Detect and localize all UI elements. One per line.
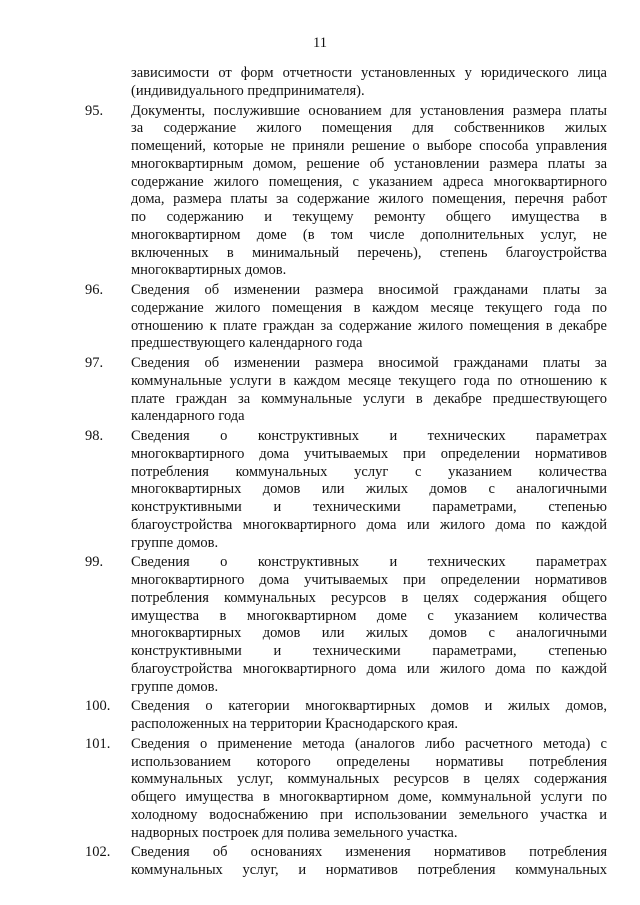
list-item [85, 65, 607, 101]
item-text: содержание жилого помещения в каждом месяце текущего года по [131, 299, 607, 316]
text-line [85, 754, 607, 772]
list-item [85, 103, 607, 281]
text-line [85, 698, 607, 716]
item-text: использованием которого определены нормативы потребления [131, 753, 607, 770]
text-line [85, 138, 607, 156]
item-text: многоквартирных домов или жилых домов с аналогичными [131, 481, 607, 498]
item-text: многоквартирных домов или жилых домов с аналогичными [131, 625, 607, 642]
item-text: многоквартирных домов. [131, 262, 287, 279]
item-text: плате граждан за коммунальные услуги в декабре предшествующего [131, 390, 607, 407]
text-line [85, 844, 607, 862]
item-text: коммунальных услуг, и нормативов потребления коммунальных [131, 862, 607, 878]
item-text: содержание жилого помещения, с указанием адреса многоквартирного [131, 173, 607, 190]
text-line [85, 300, 607, 318]
item-text: дома, размера платы за содержание жилого помещения, перечня работ [131, 191, 607, 208]
item-number: 99. [85, 554, 104, 571]
item-text: Сведения о конструктивных и технических параметрах [131, 554, 607, 571]
item-text: предшествующего календарного года [131, 335, 363, 352]
text-line [85, 807, 607, 825]
text-line [85, 590, 607, 608]
item-number: 96. [85, 282, 104, 298]
item-text: коммунальные услуги в каждом месяце текущего года по отношению к [131, 372, 607, 389]
text-line [85, 174, 607, 192]
text-line [85, 103, 607, 121]
item-text: помещений, которые не приняли решение о выборе способа управления [131, 138, 607, 154]
item-text: (индивидуального предпринимателя). [131, 82, 365, 99]
text-line [85, 355, 607, 373]
item-text: многоквартирного дома учитываемых при определении нормативов [131, 572, 607, 588]
item-number: 97. [85, 355, 104, 371]
item-text: конструктивными и техническими параметрами, степенью [131, 643, 607, 659]
text-line [85, 481, 607, 499]
text-line [85, 771, 607, 789]
text-line [85, 156, 607, 174]
item-text: Сведения об изменении размера вносимой гражданами платы за [131, 282, 607, 298]
item-text: Документы, послужившие основанием для установления размера платы [131, 102, 607, 119]
item-text: надворных построек для полива земельного участка. [131, 824, 458, 841]
list-item [85, 736, 607, 843]
item-text: конструктивными и техническими параметрами, степенью [131, 499, 607, 515]
text-line [85, 517, 607, 535]
page-number: 11 [313, 35, 327, 51]
item-text: коммунальных услуг, коммунальных ресурсов в целях содержания [131, 771, 607, 788]
text-line [85, 191, 607, 209]
text-line [85, 262, 607, 280]
item-number: 95. [85, 102, 104, 119]
list-item [85, 428, 607, 552]
text-line [85, 120, 607, 138]
text-line [85, 789, 607, 807]
text-line [85, 661, 607, 679]
item-number: 100. [85, 698, 111, 715]
text-line [85, 65, 607, 83]
text-line [85, 209, 607, 227]
document-body [85, 65, 607, 880]
item-text: многоквартирного дома учитываемых при определении нормативов [131, 445, 607, 462]
text-line [85, 716, 607, 734]
item-text: потребления коммунальных услуг с указанием количества [131, 463, 607, 480]
item-text: отношению к плате граждан за содержание жилого помещения в декабре [131, 317, 607, 334]
text-line [85, 608, 607, 626]
text-line [85, 83, 607, 101]
text-line [85, 535, 607, 553]
text-line [85, 825, 607, 843]
text-line [85, 245, 607, 263]
item-text: Сведения об изменении размера вносимой гражданами платы за [131, 355, 607, 371]
text-line [85, 736, 607, 754]
item-text: зависимости от форм отчетности установленных у юридического лица [131, 65, 607, 81]
list-item [85, 698, 607, 734]
text-line [85, 862, 607, 880]
item-number: 101. [85, 735, 111, 752]
text-line [85, 282, 607, 300]
text-line [85, 446, 607, 464]
item-text: группе домов. [131, 678, 219, 695]
item-number: 98. [85, 428, 104, 444]
text-line [85, 625, 607, 643]
item-text: имущества в многоквартирном доме с указанием количества [131, 607, 607, 624]
item-text: потребления коммунальных ресурсов в целях содержания общего [131, 589, 607, 606]
item-text: Сведения об основаниях изменения нормативов потребления [131, 844, 607, 861]
item-text: Сведения о категории многоквартирных домов и жилых домов, [131, 698, 607, 715]
item-text: расположенных на территории Краснодарского края. [131, 716, 459, 732]
item-text: по содержанию и текущему ремонту общего имущества в [131, 209, 607, 225]
list-item [85, 355, 607, 426]
item-text: календарного года [131, 408, 245, 425]
item-text: Сведения о конструктивных и технических параметрах [131, 428, 607, 444]
text-line [85, 643, 607, 661]
text-line [85, 464, 607, 482]
text-line [85, 499, 607, 517]
item-text: благоустройства многоквартирного дома или жилого дома по каждой [131, 516, 607, 533]
text-line [85, 373, 607, 391]
text-line [85, 572, 607, 590]
list-item [85, 844, 607, 880]
item-text: многоквартирным домом, решение об установлении размера платы за [131, 155, 607, 172]
item-text: холодному водоснабжению при использовании земельного участка и [131, 806, 607, 823]
item-text: общего имущества в многоквартирном доме, коммунальной услуги по [131, 789, 607, 805]
text-line [85, 679, 607, 697]
item-text: за содержание жилого помещения для собственников жилых [131, 120, 607, 137]
text-line [85, 227, 607, 245]
text-line [85, 554, 607, 572]
item-text: группе домов. [131, 534, 219, 551]
text-line [85, 408, 607, 426]
text-line [85, 391, 607, 409]
text-line [85, 428, 607, 446]
item-number: 102. [85, 844, 111, 861]
text-line [85, 318, 607, 336]
item-text: благоустройства многоквартирного дома или жилого дома по каждой [131, 660, 607, 677]
list-item [85, 282, 607, 353]
item-text: многоквартирном доме (в том числе дополнительных услуг, не [131, 226, 607, 243]
text-line [85, 335, 607, 353]
item-text: включенных в минимальный перечень), степень благоустройства [131, 244, 607, 261]
item-text: Сведения о применение метода (аналогов либо расчетного метода) с [131, 735, 607, 752]
list-item [85, 554, 607, 696]
